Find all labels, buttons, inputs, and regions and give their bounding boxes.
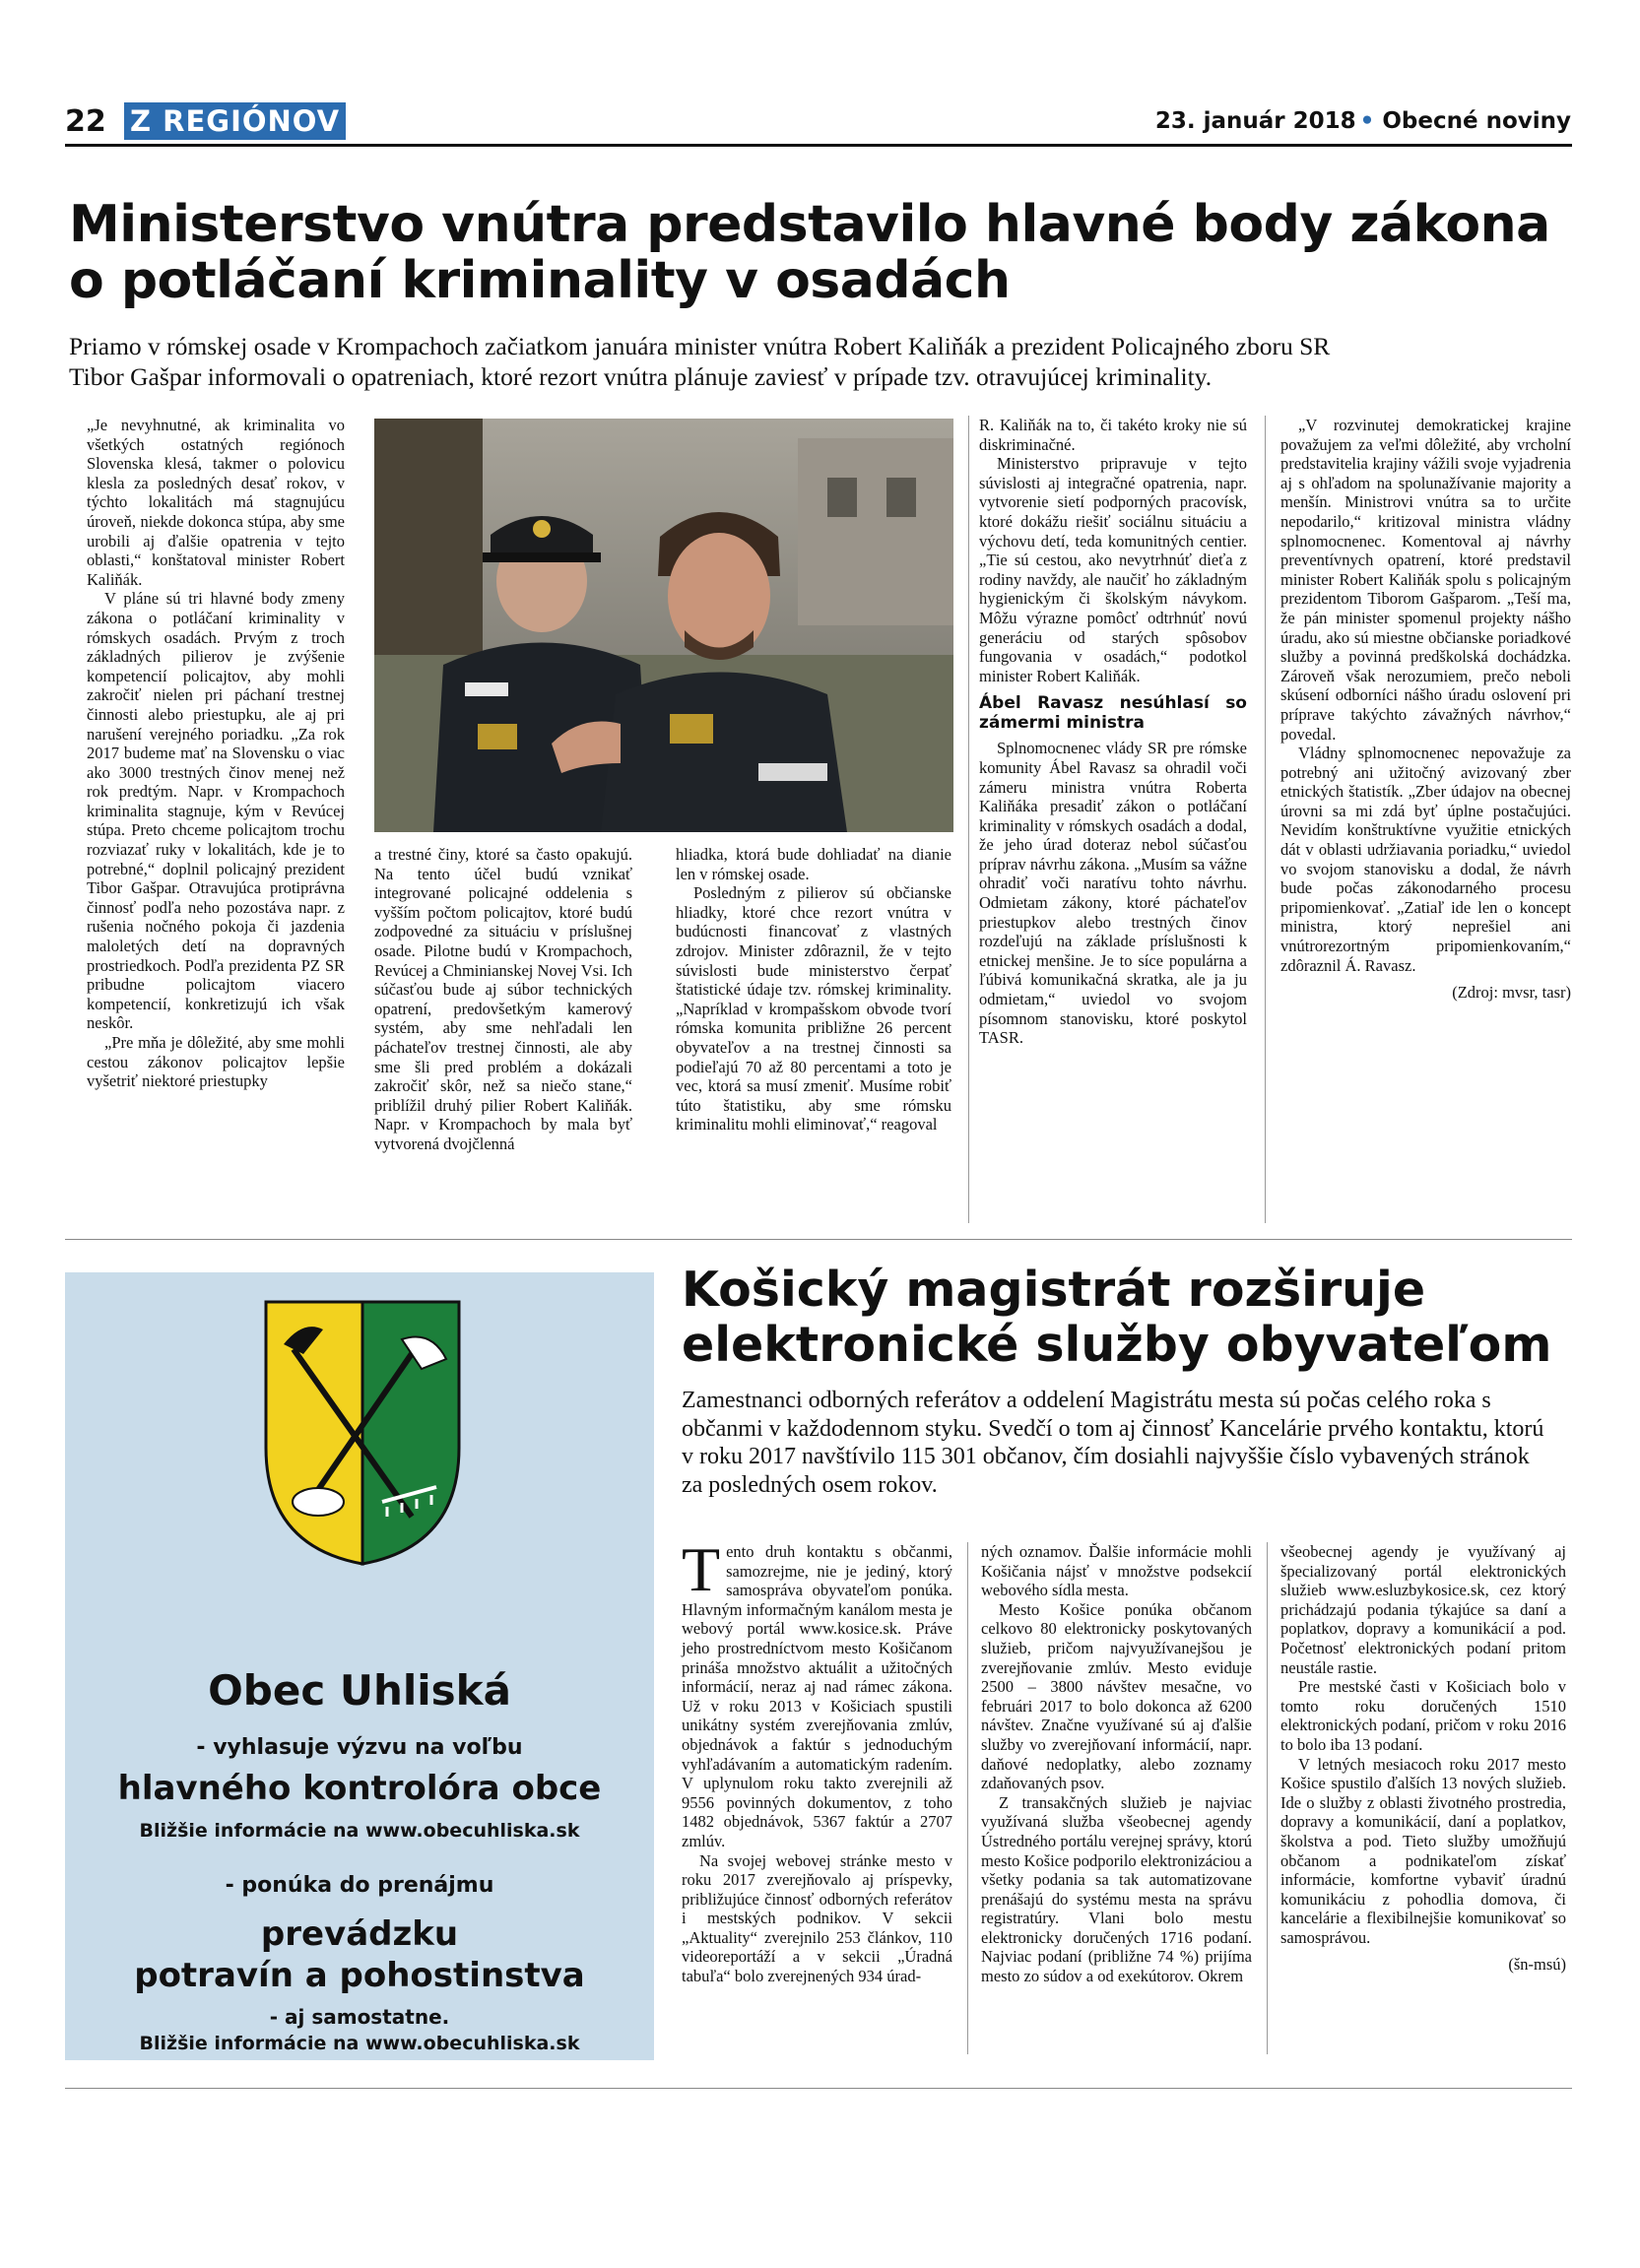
article1-photo [374, 419, 953, 832]
advertisement-box [65, 1272, 654, 2060]
article2-paragraph: všeobecnej agendy je využívaný aj špecializovaný portál elektronických služieb www.esluzbykosice.sk, cez ktorý prichádzajú podania týkajúce sa daní a poplatkov, dopravy a komunikácií a pod. Početnosť elektronických podaní pritom neustále rastie. [1280, 1542, 1566, 1677]
header-date-line [1143, 108, 1571, 134]
article1-column-1 [87, 416, 345, 1091]
ad-line: - vyhlasuje výzvu na voľbu [196, 1735, 523, 1760]
article1-lead-line1: Priamo v rómskej osade v Krompachoch začiatkom januára minister vnútra Robert Kaliňák a prezident Policajného zboru SR [69, 332, 1331, 360]
article2-paragraph: V letných mesiacoch roku 2017 mesto Košice spustilo ďalších 13 nových služieb. Ide o služby z oblasti životného prostredia, dopravy a komunikácií, daní a poplatkov, školstva a pod. Tieto služby umožňujú občanom a podnikateľom získať informácie, komfortne vybaviť úradnú komunikáciu z pohodlia domova, či kancelárie a flexibilnejšie komunikovať so samosprávou. [1280, 1754, 1566, 1947]
article1-paragraph: a trestné činy, ktoré sa často opakujú. Na tento účel budú vznikať integrované policajné oddelenia s vyšším počtom policajtov, ktoré budú zodpovedné za situáciu v príslušnej osade. Pilotne budú v Krompachoch, Revúcej a Chminianskej Novej Vsi. Ich súčasťou bude aj súbor technických opatrení, predovšetkým kamerový systém, aby sme nehľadali len páchateľov trestnej činnosti, ale aby sme šli pred problém a dokázali zakročiť skôr, než sa niečo stane,“ priblížil druhý pilier Robert Kaliňák. Napr. v Krompachoch by mala byť vytvorená dvojčlenná [374, 845, 632, 1153]
background-building [798, 438, 953, 625]
article2-column-2 [981, 1542, 1252, 1986]
issue-date: 23. január 2018 [1154, 108, 1356, 134]
section-label: Z REGIÓNOV [124, 102, 346, 140]
article2-paragraph: Na svojej webovej stránke mesto v roku 2017 zverejňovalo aj príspevky, približujúce činnosť odborných referátov i mestských podnikov. V sekcii „Aktuality“ zverejnilo 253 článkov, 110 videoreportáží a v sekcii „Úradná tabuľa“ bolo zverejnených 934 úrad- [682, 1850, 952, 1986]
ad-line: prevádzku [260, 1914, 459, 1954]
ad-line: potravín a pohostinstva [134, 1956, 585, 1995]
article2-column-3 [1280, 1542, 1566, 1975]
header-bullet: • [1359, 108, 1375, 134]
article1-paragraph: „V rozvinutej demokratickej krajine považujem za veľmi dôležité, aby vrcholní predstavitelia krajiny vážili svoje vyjadrenia aj s ohľadom na spolunažívanie majority a menšín. Ministrovi vnútra sa to určite nepodarilo,“ kritizoval ministra vládny splnomocnenec. Komentoval aj návrhy preventívnych opatrení, ktoré predstavil minister Robert Kaliňák spolu s policajným prezidentom Tiborom Gašparom. „Teší ma, že pán minister spomenul projekty nášho úradu, ako sú miestne občianske poriadkové služby a povinná predškolská dochádzka. Zároveň však nerozumiem, prečo neboli skúsení odborníci nášho úradu oslovení pri príprave takýchto závažných návrhov,“ povedal. [1280, 416, 1571, 744]
column-divider [967, 1542, 968, 2054]
header-rule [65, 144, 1572, 147]
article1-title-line2: o potláčaní kriminality v osadách [69, 251, 1011, 310]
article2-paragraph: Tento druh kontaktu s občanmi, samozrejme, nie je jediný, ktorý samospráva obyvateľom ponúka. Hlavným informačným kanálom mesta je webový portál www.kosice.sk. Práve jeho prostredníctvom mesto Košičanom prináša množstvo aktuálit a užitočných informácií, neraz aj nad rámec zákona. Už v roku 2013 v Košiciach spustili unikátny systém zverejňovania zmlúv, objednávok a faktúr s jednoduchým vyhľadávaním a automatickým radením. V uplynulom roku takto zverejnili až 9556 povinných dokumentov, z toho 1482 objednávok, 5367 faktúr a 2707 zmlúv. [682, 1534, 952, 1850]
ad-line: hlavného kontrolóra obce [117, 1769, 602, 1808]
page-number: 22 [65, 104, 106, 139]
article1-lead-line2: Tibor Gašpar informovali o opatreniach, ktoré rezort vnútra plánuje zaviesť v prípade tzv. otravujúcej kriminality. [69, 362, 1213, 391]
article1-paragraph: „Pre mňa je dôležité, aby sme mohli cestou zákonov policajtov lepšie vyšetriť niektoré priestupky [87, 1033, 345, 1091]
ad-title: Obec Uhliská [208, 1666, 511, 1715]
article1-lead [69, 331, 1576, 392]
footer-rule [65, 2088, 1572, 2089]
article-divider [65, 1239, 1572, 1240]
ad-line: - aj samostatne. [269, 2005, 450, 2029]
article1-title-line1: Ministerstvo vnútra predstavilo hlavné body zákona [69, 195, 1550, 254]
article1-paragraph: R. Kaliňák na to, či takéto kroky nie sú diskriminačné. [979, 416, 1247, 454]
photo-illustration [374, 419, 953, 832]
article1-subheading: Ábel Ravasz nesúhlasí so zámermi ministra [979, 693, 1247, 734]
article2-paragraph: ných oznamov. Ďalšie informácie mohli Košičania nájsť v množstve podsekcií webového sídla mesta. [981, 1542, 1252, 1600]
article2-title [682, 1263, 1568, 1373]
article2-paragraph: Pre mestské časti v Košiciach bolo v tomto roku doručených 1510 elektronických podaní, pričom v roku 2016 to bolo iba 13 podaní. [1280, 1677, 1566, 1754]
article1-paragraph: hliadka, ktorá bude dohliadať na dianie len v rómskej osade. [676, 845, 951, 883]
column-divider [1267, 1542, 1268, 2054]
article2-paragraph: Mesto Košice ponúka občanom celkovo 80 elektronicky poskytovaných služieb, pričom najvyužívanejšou je zverejňovanie zmlúv. Mesto eviduje 2500 – 3800 návštev mesačne, vo februári 2017 to bolo dokonca až 6200 návštev. Značne využívané sú aj ďalšie služby vo zverejňovaní informácií, napr. daňové nedoplatky, alebo zoznamy zdaňovaných psov. [981, 1599, 1252, 1793]
article2-paragraph: Z transakčných služieb je najviac využívaná služba všeobecnej agendy Ústredného portálu verejnej správy, ktorú mesto Košice podporilo elektronizáciou a všetky podania sa tak automatizovane prenášajú do systému mesta na správu registratúry. Vlani bolo mestu elektronicky doručených 1716 podaní. Najviac podaní (približne 74 %) prijíma mesto zo súdov a od exekútorov. Okrem [981, 1792, 1252, 1986]
article1-paragraph: Ministerstvo pripravuje v tejto súvislosti aj integračné opatrenia, napr. vytvorenie sietí podporných pracovísk, ktoré dokážu riešiť sociálnu situáciu a výchovu detí, teda komunitných centier. „Tie sú cestou, ako nevytrhnúť dieťa z rodiny navždy, ale naučiť ho základným hygienickým či školským návykom. Môžu výrazne pomôcť odtrhnúť novú generáciu od starých spôsobov fungovania v osadách,“ podotkol minister Robert Kaliňák. [979, 454, 1247, 685]
ad-line: - ponúka do prenájmu [225, 1873, 494, 1898]
article1-paragraph: Posledným z pilierov sú občianske hliadky, ktoré chce rezort vnútra v budúcnosti financovať z vlastných zdrojov. Minister zdôraznil, že v tejto súvislosti bude ministerstvo čerpať štatistické údaje tzv. rómskej kriminality. „Napríklad v krompašskom obvode tvorí rómska komunita približne 26 percent obyvateľov a na trestnej činnosti sa podieľajú 70 až 80 percentami a toto je vec, ktorá sa musí zmeniť. Musíme robiť túto štatistiku, aby sme rómsku kriminalitu mohli eliminovať,“ reagoval [676, 883, 951, 1134]
article1-column-3 [676, 845, 951, 1134]
article2-title-line2: elektronické služby obyvateľom [682, 1317, 1552, 1373]
drop-cap: T [682, 1534, 721, 1604]
article1-paragraph: Vládny splnomocnenec nepovažuje za potrebný ani užitočný avizovaný zber etnických štatistík. „Zber údajov na obecnej úrovni sa mi zdá byť úplne postačujúci. Nevidím konštruktívne využitie etnických dát v oblasti udržiavania poriadku,“ uviedol vo svojom stanovisku a dodal, že návrh bude počas zákonodarného procesu pripomienkovať. „Zatiaľ ide len o koncept ministra, ktorý neprešiel ani vnútrorezortným pripomienkovaním,“ zdôraznil Á. Ravasz. [1280, 744, 1571, 975]
article1-source: (Zdroj: mvsr, tasr) [1452, 983, 1571, 1003]
article1-title [69, 197, 1576, 309]
ad-info-line: Bližšie informácie na www.obecuhliska.sk [139, 1820, 580, 1842]
article2-title-line1: Košický magistrát rozširuje [682, 1262, 1426, 1318]
article2-lead: Zamestnanci odborných referátov a oddelení Magistrátu mesta sú počas celého roka s občanmi v každodennom styku. Svedčí o tom aj činnosť Kancelárie prvého kontaktu, ktorú v roku 2017 navštívilo 115 301 občanov, čím dosiahli najvyššie číslo vybavených stránok za posledných osem rokov. [682, 1388, 1544, 1498]
article2-column-1 [682, 1534, 952, 1986]
article1-column-2 [374, 845, 632, 1154]
article1-paragraph: Splnomocnenec vlády SR pre rómske komunity Ábel Ravasz sa ohradil voči zámeru ministra vnútra Roberta Kaliňáka presadiť zákon o potláčaní kriminality v rómskych osadách a dodal, že jeho úrad doteraz nebol súčasťou príprav návrhu zákona. „Musím sa vážne ohradiť voči naratívu tohto návrhu. Odmietam zákony, ktoré páchateľov priestupkov alebo trestných činov rozdeľujú na základe príslušnosti k etnickej menšine. Je to síce populárna a ľúbivá komunikačná skratka, ale ja ju odmietam,“ uviedol vo svojom písomnom stanovisku, ktoré poskytol TASR. [979, 739, 1247, 1048]
article1-paragraph: V pláne sú tri hlavné body zmeny zákona o potláčaní kriminality v rómskych osadách. Prvým z troch základných pilierov je zvýšenie kompetencií policajtov, aby mohli zakročiť nielen pri páchaní trestnej činnosti alebo priestupku, ale aj pri narušení verejného poriadku. „Za rok 2017 budeme mať na Slovensku o viac ako 3000 trestných činov menej než rok predtým. Napr. v Krompachoch kriminalita stagnuje, kým v Revúcej stúpa. Preto chceme policajtom trochu rozviazať ruky v lokalitách, kde je to potrebné,“ doplnil policajný prezident Tibor Gašpar. Otravujúca protiprávna činnosť podľa neho pozostáva napr. z rušenia nočného pokoja či jazdenia maloletých detí na dopravných prostriedkoch. Podľa prezidenta PZ SR pribudne policajtom viacero kompetencií, konkretizujú ich však neskôr. [87, 589, 345, 1033]
article1-column-4 [979, 416, 1247, 1048]
police-badge-text [465, 682, 508, 696]
column-divider [1265, 416, 1266, 1223]
ad-info-line: Bližšie informácie na www.obecuhliska.sk [139, 2033, 580, 2054]
article2-source: (šn-msú) [1508, 1955, 1566, 1975]
column-divider [968, 416, 969, 1223]
article1-paragraph: „Je nevyhnutné, ak kriminalita vo všetkých ostatných regiónoch Slovenska klesá, takmer o polovicu klesla za posledných desať rokov, v týchto lokalitách má stagnujúcu úroveň, niekde dokonca stúpa, aby sme urobili aj ďalšie opatrenia v tejto oblasti,“ konštatoval minister Robert Kaliňák. [87, 416, 345, 589]
newspaper-name: Obecné noviny [1382, 108, 1571, 134]
article1-column-5 [1280, 416, 1571, 1003]
coat-of-arms-icon [264, 1300, 461, 1566]
